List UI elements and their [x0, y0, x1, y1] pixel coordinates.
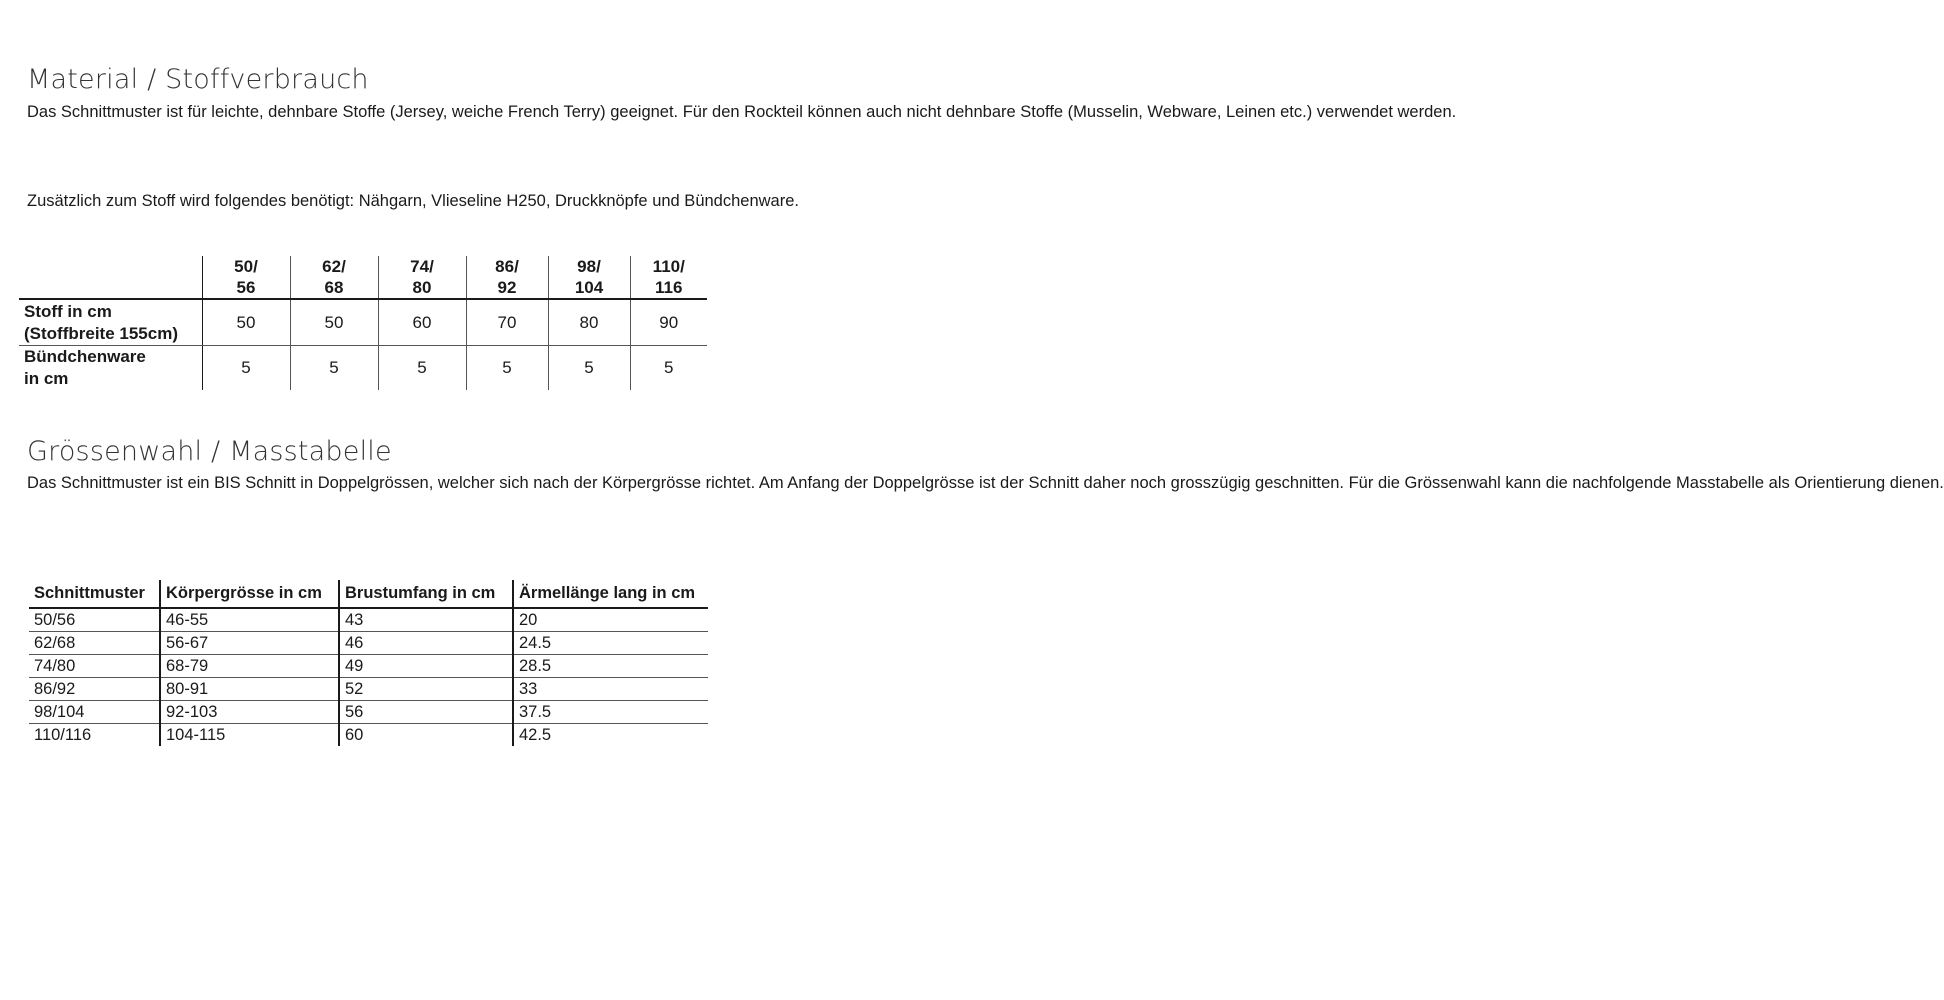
table-cell: 110/116	[34, 726, 92, 744]
row-label: Bündchenware in cm	[19, 346, 202, 391]
table-cell: 33	[513, 678, 708, 701]
material-table-header	[19, 256, 707, 299]
table-cell: 42.5	[513, 724, 708, 747]
table-cell: 92-103	[160, 701, 339, 724]
table-row	[29, 608, 708, 632]
table-cell: 52	[339, 678, 513, 701]
table-cell: 50	[202, 299, 290, 346]
material-row-ribbing	[19, 346, 707, 391]
table-cell: 5	[290, 346, 378, 391]
table-cell: 28.5	[513, 655, 708, 678]
size-header: 110/ 116	[630, 256, 707, 299]
table-row	[29, 701, 708, 724]
table-cell: 104-115	[160, 724, 339, 747]
table-cell: 74/80	[29, 655, 160, 678]
table-cell: 80-91	[160, 678, 339, 701]
material-table	[19, 256, 707, 390]
table-cell: 5	[241, 358, 251, 377]
table-cell: 56	[339, 701, 513, 724]
table-cell: 86/92	[29, 678, 160, 701]
table-cell: 60	[378, 299, 466, 346]
material-table-corner	[19, 256, 202, 299]
table-cell: 5	[548, 346, 630, 391]
table-cell: 24.5	[513, 632, 708, 655]
table-row	[29, 632, 708, 655]
table-cell: 60	[339, 724, 513, 747]
table-row	[29, 655, 708, 678]
table-cell: 70	[466, 299, 548, 346]
table-cell: 37.5	[513, 701, 708, 724]
table-cell: 5	[378, 346, 466, 391]
size-table-header	[29, 580, 708, 608]
table-cell: 49	[339, 655, 513, 678]
table-row	[29, 678, 708, 701]
size-header: 50/ 56	[202, 256, 290, 299]
table-cell: 80	[548, 299, 630, 346]
table-cell: 98/104	[29, 701, 160, 724]
material-extra-paragraph: Zusätzlich zum Stoff wird folgendes benötigt: Nähgarn, Vlieseline H250, Druckknöpfe und Bündchenware.	[27, 192, 799, 210]
size-header: 74/ 80	[378, 256, 466, 299]
table-cell: 62/68	[29, 632, 160, 655]
table-cell: 20	[513, 608, 708, 632]
size-header: 98/ 104	[548, 256, 630, 299]
material-heading: Material / Stoffverbrauch	[27, 64, 369, 95]
table-row	[29, 724, 708, 747]
sizing-paragraph: Das Schnittmuster ist ein BIS Schnitt in Doppelgrössen, welcher sich nach der Körpergrösse richtet. Am Anfang der Doppelgrösse ist der Schnitt daher noch grosszügig geschnitten. Für die Grössenwahl kann die nachfolgende Masstabelle als Orientierung dienen.	[27, 474, 1944, 492]
size-header: 86/ 92	[466, 256, 548, 299]
table-cell: 43	[339, 608, 513, 632]
row-label: Stoff in cm (Stoffbreite 155cm)	[19, 299, 202, 346]
table-cell: 46	[339, 632, 513, 655]
size-header: 62/ 68	[290, 256, 378, 299]
material-paragraph: Das Schnittmuster ist für leichte, dehnbare Stoffe (Jersey, weiche French Terry) geeignet. Für den Rockteil können auch nicht dehnbare Stoffe (Musselin, Webware, Leinen etc.) verwendet werden.	[27, 103, 1457, 121]
size-table	[29, 580, 708, 746]
column-header: Schnittmuster	[29, 580, 160, 608]
sizing-heading: Grössenwahl / Masstabelle	[27, 436, 392, 467]
column-header: Körpergrösse in cm	[160, 580, 339, 608]
table-cell: 56-67	[160, 632, 339, 655]
table-cell: 50	[290, 299, 378, 346]
column-header: Brustumfang in cm	[339, 580, 513, 608]
table-cell: 5	[466, 346, 548, 391]
table-cell: 68-79	[160, 655, 339, 678]
column-header: Ärmellänge lang in cm	[513, 580, 708, 608]
table-cell: 46-55	[160, 608, 339, 632]
table-cell: 50/56	[29, 608, 160, 632]
table-cell: 5	[630, 346, 707, 391]
table-cell: 90	[630, 299, 707, 346]
material-row-fabric	[19, 299, 707, 346]
